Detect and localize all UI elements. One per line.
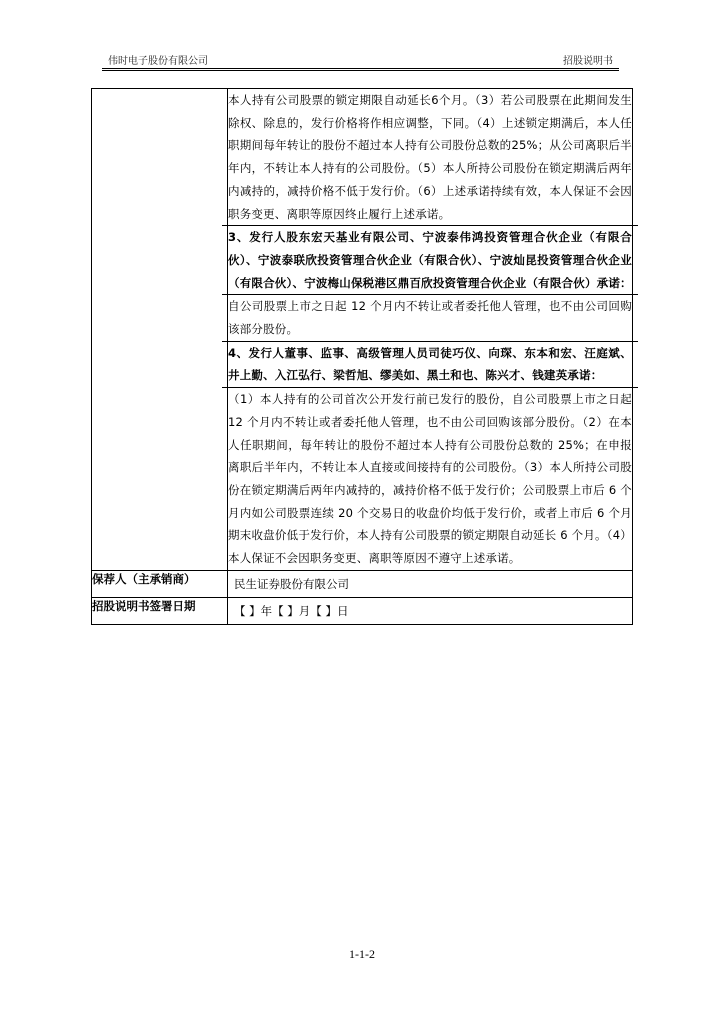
page-header <box>102 50 619 69</box>
commitment-3-heading: 3、发行人股东宏天基业有限公司、宁波泰伟鸿投资管理合伙企业（有限合伙）、宁波泰联欣投资管理合伙企业（有限合伙）、宁波灿昆投资管理合伙企业（有限合伙）、宁波梅山保税港区鼎百欣投资管理合伙企业（有限合伙）承诺： <box>228 230 632 290</box>
header-divider <box>102 70 619 71</box>
header-company: 伟时电子股份有限公司 <box>108 56 208 67</box>
header-doc-type: 招股说明书 <box>563 56 613 67</box>
sign-date-value: 【 】年【 】月【 】日 <box>228 597 633 624</box>
commitments-cell <box>228 89 633 571</box>
info-table <box>91 88 633 625</box>
commitment-4-heading: 4、发行人董事、监事、高级管理人员司徒巧仪、向琛、东本和宏、汪庭斌、井上勤、入江弘行、梁哲旭、缪美如、黑土和也、陈兴才、钱建英承诺： <box>228 345 632 383</box>
empty-label-cell <box>92 89 228 571</box>
sponsor-value: 民生证券股份有限公司 <box>228 570 633 597</box>
commitment-3-text: 自公司股票上市之日起 12 个月内不转让或者委托他人管理，也不由公司回购该部分股份。 <box>228 299 632 337</box>
commitment-4-text: （1）本人持有的公司首次公开发行前已发行的股份，自公司股票上市之日起 12 个月内不转让或者委托他人管理，也不由公司回购该部分股份。（2）在本人任职期间，每年转让的股份不超过本人持有公司股份总数的 25%；在申报离职后半年内，不转让本人直接或间接持有的公司股份。（3）本人所持公司股份在锁定期满后两年内减持的，减持价格不低于发行价；公司股票上市后 6 个月内如公司股票连续 20 个交易日的收盘价均低于发行价，或者上市后 6 个月期末收盘价低于发行价，本人持有公司股票的锁定期限自动延长 6 个月。（4）本人保证不会因职务变更、离职等原因不遵守上述承诺。 <box>228 392 632 566</box>
commitment-continuation: 本人持有公司股票的锁定期限自动延长6个月。（3）若公司股票在此期间发生除权、除息的，发行价格将作相应调整，下同。（4）上述锁定期满后，本人任职期间每年转让的股份不超过本人持有公司股份总数的25%；从公司离职后半年内，不转让本人持有的公司股份。（5）本人所持公司股份在锁定期满后两年内减持的，减持价格不低于发行价。（6）上述承诺持续有效，本人保证不会因职务变更、离职等原因终止履行上述承诺。 <box>228 93 632 221</box>
sponsor-label: 保荐人（主承销商） <box>92 570 228 597</box>
sign-date-label: 招股说明书签署日期 <box>92 597 228 624</box>
page-number: 1-1-2 <box>349 947 375 961</box>
